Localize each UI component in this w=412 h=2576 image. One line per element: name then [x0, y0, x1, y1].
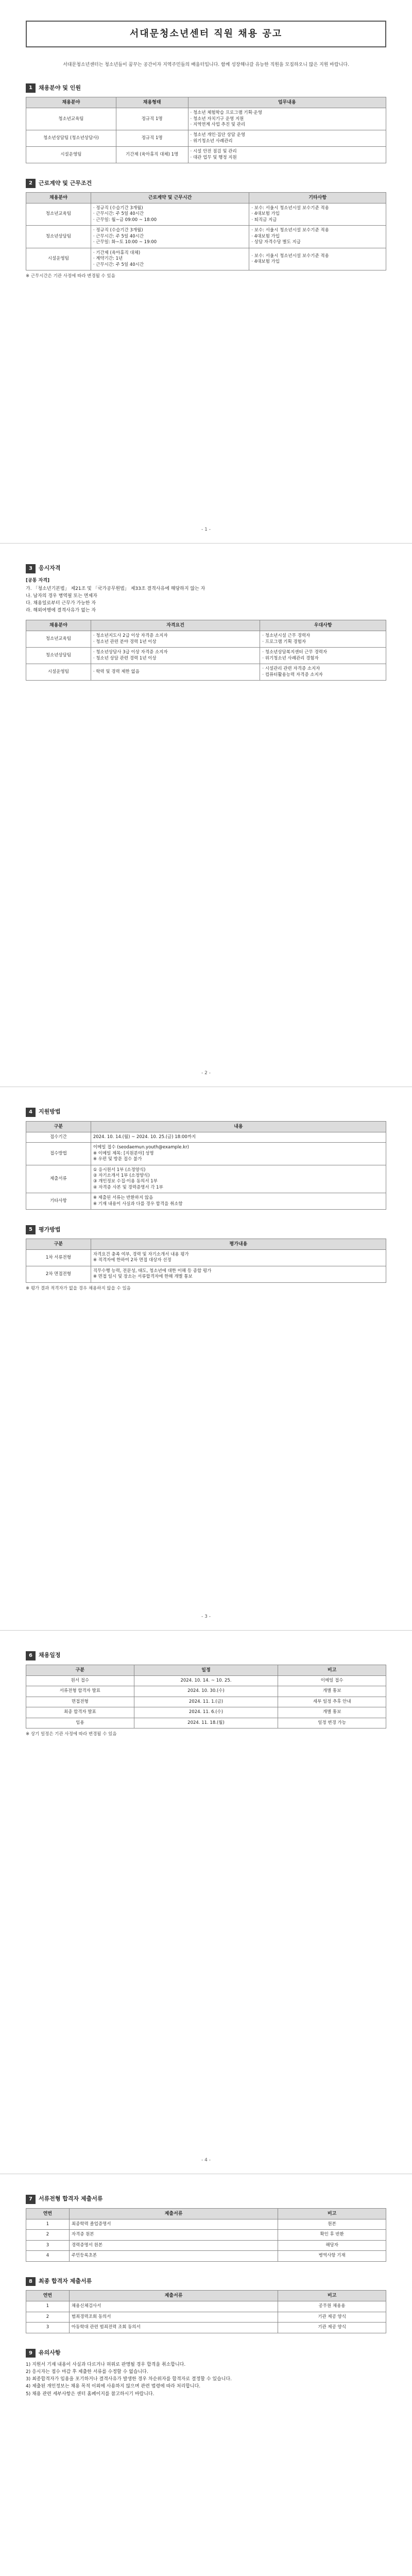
table-evaluation: 구분 평가내용 1차 서류전형 자격요건 충족 여부, 경력 및 자기소개서 내용 평가 ※ 적격자에 한하여 2차 면접 대상자 선정 2차 면접전형 직무수행 능력, 전문성, 태도, 청소년에 대한 이해 등 종합 평가 ※ 면접 일시 및 장소는 서류합격자에 한해 개별 통보 — [26, 1239, 386, 1283]
section-1-header: 1 채용분야 및 인원 — [26, 83, 386, 93]
table-row: 접수기간 2024. 10. 14.(월) ~ 2024. 10. 25.(금) 18:00까지 — [26, 1132, 386, 1142]
list-item: 5) 채용 관련 세부사항은 센터 홈페이지를 참고하시기 바랍니다. — [26, 2391, 154, 2397]
list-item: 4) 제출된 개인정보는 채용 목적 이외에 사용하지 않으며 관련 법령에 따라 처리합니다. — [26, 2384, 201, 2389]
section-2-header: 2 근로계약 및 근무조건 — [26, 179, 386, 188]
table-docs-first: 연번 제출서류 비고 1 최종학력 졸업증명서 원본 2 자격증 원본 확인 후 반환 3 경력증명서 원본 해당자 4 주민등록초본 병역사항 기재 — [26, 2208, 386, 2262]
section-5-header: 5 평가방법 — [26, 1225, 386, 1234]
table-application: 구분 내용 접수기간 2024. 10. 14.(월) ~ 2024. 10. 25.(금) 18:00까지 접수방법 이메일 접수 (seodaemun.youth@example.kr) ※ 이메일 제목: [지원분야] 성명 ※ 우편 및 방문 접수 불가 제출서류 ① 응시원서 1부 (소정양식) ② 자기소개서 1부 (소정양식) ③ 개인정보 수집·이용 동의서 1부 ④ 자격증 사본 및 경력증명서 각 1부 기타사항 ※ 제출된 서류는 반환하지 않음 ※ 기재 내용이 사실과 다를 경우 합격을 취소함 — [26, 1121, 386, 1210]
table-row: 1차 서류전형 자격요건 충족 여부, 경력 및 자기소개서 내용 평가 ※ 적격자에 한하여 2차 면접 대상자 선정 — [26, 1249, 386, 1266]
page-1 — [0, 0, 412, 544]
table-docs-final: 연번 제출서류 비고 1 채용신체검사서 공무원 채용용 2 범죄경력조회 동의서 기관 제공 양식 3 아동학대 관련 범죄전력 조회 동의서 기관 제공 양식 — [26, 2290, 386, 2333]
table-row: 1 채용신체검사서 공무원 채용용 — [26, 2301, 386, 2312]
page-4 — [0, 1631, 412, 2174]
page-3 — [0, 1087, 412, 1631]
list-item: 나. 남자의 경우 병역필 또는 면제자 — [26, 593, 97, 599]
list-item: 1) 지원서 기재 내용이 사실과 다르거나 허위로 판명될 경우 합격을 취소합니다. — [26, 2362, 186, 2368]
table-qualifications: 채용분야 자격요건 우대사항 청소년교육팀 · 청소년지도사 2급 이상 자격증 소지자 · 청소년 관련 분야 경력 1년 이상 · 청소년시설 근무 경력자 · 프로그램 기획 경험자 청소년상담팀 · 청소년상담사 3급 이상 자격증 소지자 · 청소년 상담 관련 경력 1년 이상 · 청소년상담복지센터 근무 경력자 · 위기청소년 사례관리 경험자 시설운영팀 · 학력 및 경력 제한 없음 · 시설관리 관련 자격증 소지자 · 컴퓨터활용능력 자격증 소지자 — [26, 620, 386, 681]
section-3-header: 3 응시자격 — [26, 564, 386, 573]
table-row: 2 범죄경력조회 동의서 기관 제공 양식 — [26, 2312, 386, 2322]
table-row: 청소년상담팀 (청소년상담사) 정규직 1명 · 청소년 개인·집단 상담 운영 · 위기청소년 사례관리 — [26, 130, 386, 147]
table-row: 4 주민등록초본 병역사항 기재 — [26, 2251, 386, 2261]
table-row: 청소년교육팀 · 청소년지도사 2급 이상 자격증 소지자 · 청소년 관련 분야 경력 1년 이상 · 청소년시설 근무 경력자 · 프로그램 기획 경험자 — [26, 631, 386, 648]
notice-list — [26, 2362, 386, 2397]
page-number: - 2 - — [201, 1070, 211, 1076]
list-item: 다. 채용일로부터 근무가 가능한 자 — [26, 600, 96, 606]
table-row: 최종 합격자 발표 2024. 11. 6.(수) 개별 통보 — [26, 1707, 386, 1718]
table-row: 서류전형 합격자 발표 2024. 10. 30.(수) 개별 통보 — [26, 1686, 386, 1697]
table-row: 기타사항 ※ 제출된 서류는 반환하지 않음 ※ 기재 내용이 사실과 다를 경우 합격을 취소함 — [26, 1193, 386, 1210]
page-number: - 1 - — [201, 527, 211, 532]
intro-text: 서대문청소년센터는 청소년들이 꿈꾸는 공간이자 지역주민들의 배움터입니다. 함께 성장해나갈 유능한 직원을 모집하오니 많은 지원 바랍니다. — [63, 62, 349, 68]
table-row: 접수방법 이메일 접수 (seodaemun.youth@example.kr) ※ 이메일 제목: [지원분야] 성명 ※ 우편 및 방문 접수 불가 — [26, 1143, 386, 1165]
table-row: 제출서류 ① 응시원서 1부 (소정양식) ② 자기소개서 1부 (소정양식) ③ 개인정보 수집·이용 동의서 1부 ④ 자격증 사본 및 경력증명서 각 1부 — [26, 1165, 386, 1193]
table-row: 3 경력증명서 원본 해당자 — [26, 2240, 386, 2250]
section-6-header: 6 채용일정 — [26, 1651, 386, 1660]
section-4-header: 4 지원방법 — [26, 1108, 386, 1117]
table-row: 청소년상담팀 · 청소년상담사 3급 이상 자격증 소지자 · 청소년 상담 관련 경력 1년 이상 · 청소년상담복지센터 근무 경력자 · 위기청소년 사례관리 경험자 — [26, 648, 386, 664]
table-row: 청소년교육팀 정규직 1명 · 청소년 체험학습 프로그램 기획·운영 · 청소년 자치기구 운영 지원 · 지역연계 사업 추진 및 관리 — [26, 108, 386, 130]
table-conditions: 채용분야 근로계약 및 근무시간 기타사항 청소년교육팀 · 정규직 (수습기간 3개월) · 근무시간: 주 5일 40시간 · 근무일: 월~금 09:00 ~ 18:00 · 보수: 서울시 청소년시설 보수기준 적용 · 4대보험 가입 · 퇴직금 지급 청소년상담팀 · 정규직 (수습기간 3개월) · 근무시간: 주 5일 40시간 · 근무일: 화~토 10:00 ~ 19:00 · 보수: 서울시 청소년시설 보수기준 적용 · 4대보험 가입 · 상담 자격수당 별도 지급 시설운영팀 · 기간제 (육아휴직 대체) · 계약기간: 1년 · 근무시간: 주 5일 40시간 · 보수: 서울시 청소년시설 보수기준 적용 · 4대보험 가입 — [26, 192, 386, 270]
table-row: 1 최종학력 졸업증명서 원본 — [26, 2219, 386, 2229]
title-box — [26, 21, 386, 47]
table-row: 시설운영팀 · 기간제 (육아휴직 대체) · 계약기간: 1년 · 근무시간: 주 5일 40시간 · 보수: 서울시 청소년시설 보수기준 적용 · 4대보험 가입 — [26, 248, 386, 270]
list-item: 2) 응시자는 접수 마감 후 제출한 서류를 수정할 수 없습니다. — [26, 2369, 148, 2375]
page-title: 서대문청소년센터 직원 채용 공고 — [129, 28, 283, 39]
table-row: 시설운영팀 · 학력 및 경력 제한 없음 · 시설관리 관련 자격증 소지자 · 컴퓨터활용능력 자격증 소지자 — [26, 664, 386, 681]
section-8-header: 8 최종 합격자 제출서류 — [26, 2277, 386, 2286]
table-row: 임용 2024. 11. 18.(월) 일정 변경 가능 — [26, 1718, 386, 1728]
table-row: 청소년상담팀 · 정규직 (수습기간 3개월) · 근무시간: 주 5일 40시간 · 근무일: 화~토 10:00 ~ 19:00 · 보수: 서울시 청소년시설 보수기준 적용 · 4대보험 가입 · 상담 자격수당 별도 지급 — [26, 226, 386, 248]
table-positions: 채용분야 채용형태 업무내용 청소년교육팀 정규직 1명 · 청소년 체험학습 프로그램 기획·운영 · 청소년 자치기구 운영 지원 · 지역연계 사업 추진 및 관리 청소년상담팀 (청소년상담사) 정규직 1명 · 청소년 개인·집단 상담 운영 · 위기청소년 사례관리 시설운영팀 기간제 (육아휴직 대체) 1명 · 시설 안전 점검 및 관리 · 대관 업무 및 행정 지원 — [26, 97, 386, 163]
list-item: 가. 「청소년기본법」 제21조 및 「국가공무원법」 제33조 결격사유에 해당하지 않는 자 — [26, 586, 205, 591]
section-9-header: 9 유의사항 — [26, 2349, 386, 2358]
list-item: 3) 최종합격자가 임용을 포기하거나 결격사유가 발생한 경우 차순위자를 합격자로 결정할 수 있습니다. — [26, 2377, 232, 2382]
conditions-note: ※ 근무시간은 기관 사정에 따라 변경될 수 있음 — [26, 274, 115, 279]
page-number: - 4 - — [201, 2157, 211, 2163]
list-item: 라. 해외여행에 결격사유가 없는 자 — [26, 608, 96, 614]
table-row: 3 아동학대 관련 범죄전력 조회 동의서 기관 제공 양식 — [26, 2323, 386, 2333]
page-2 — [0, 544, 412, 1087]
schedule-note: ※ 상기 일정은 기관 사정에 따라 변경될 수 있음 — [26, 1731, 117, 1737]
common-qual-title: [공통 자격] — [26, 578, 50, 583]
common-qual-list — [26, 586, 386, 614]
table-row: 원서 접수 2024. 10. 14. ~ 10. 25. 이메일 접수 — [26, 1675, 386, 1686]
section-7-header: 7 서류전형 합격자 제출서류 — [26, 2195, 386, 2204]
table-row: 청소년교육팀 · 정규직 (수습기간 3개월) · 근무시간: 주 5일 40시간 · 근무일: 월~금 09:00 ~ 18:00 · 보수: 서울시 청소년시설 보수기준 적용 · 4대보험 가입 · 퇴직금 지급 — [26, 204, 386, 226]
table-schedule: 구분 일정 비고 원서 접수 2024. 10. 14. ~ 10. 25. 이메일 접수 서류전형 합격자 발표 2024. 10. 30.(수) 개별 통보 면접전형 2024. 11. 1.(금) 세부 일정 추후 안내 최종 합격자 발표 2024. 11. 6.(수) 개별 통보 임용 2024. 11. 18.(월) 일정 변경 가능 — [26, 1665, 386, 1728]
evaluation-note: ※ 평가 결과 적격자가 없을 경우 채용하지 않을 수 있음 — [26, 1285, 131, 1291]
page-number: - 3 - — [201, 1614, 211, 1619]
table-row: 면접전형 2024. 11. 1.(금) 세부 일정 추후 안내 — [26, 1697, 386, 1707]
table-row: 2 자격증 원본 확인 후 반환 — [26, 2230, 386, 2240]
page-5 — [0, 2174, 412, 2576]
table-row: 2차 면접전형 직무수행 능력, 전문성, 태도, 청소년에 대한 이해 등 종합 평가 ※ 면접 일시 및 장소는 서류합격자에 한해 개별 통보 — [26, 1266, 386, 1282]
table-row: 시설운영팀 기간제 (육아휴직 대체) 1명 · 시설 안전 점검 및 관리 · 대관 업무 및 행정 지원 — [26, 147, 386, 163]
